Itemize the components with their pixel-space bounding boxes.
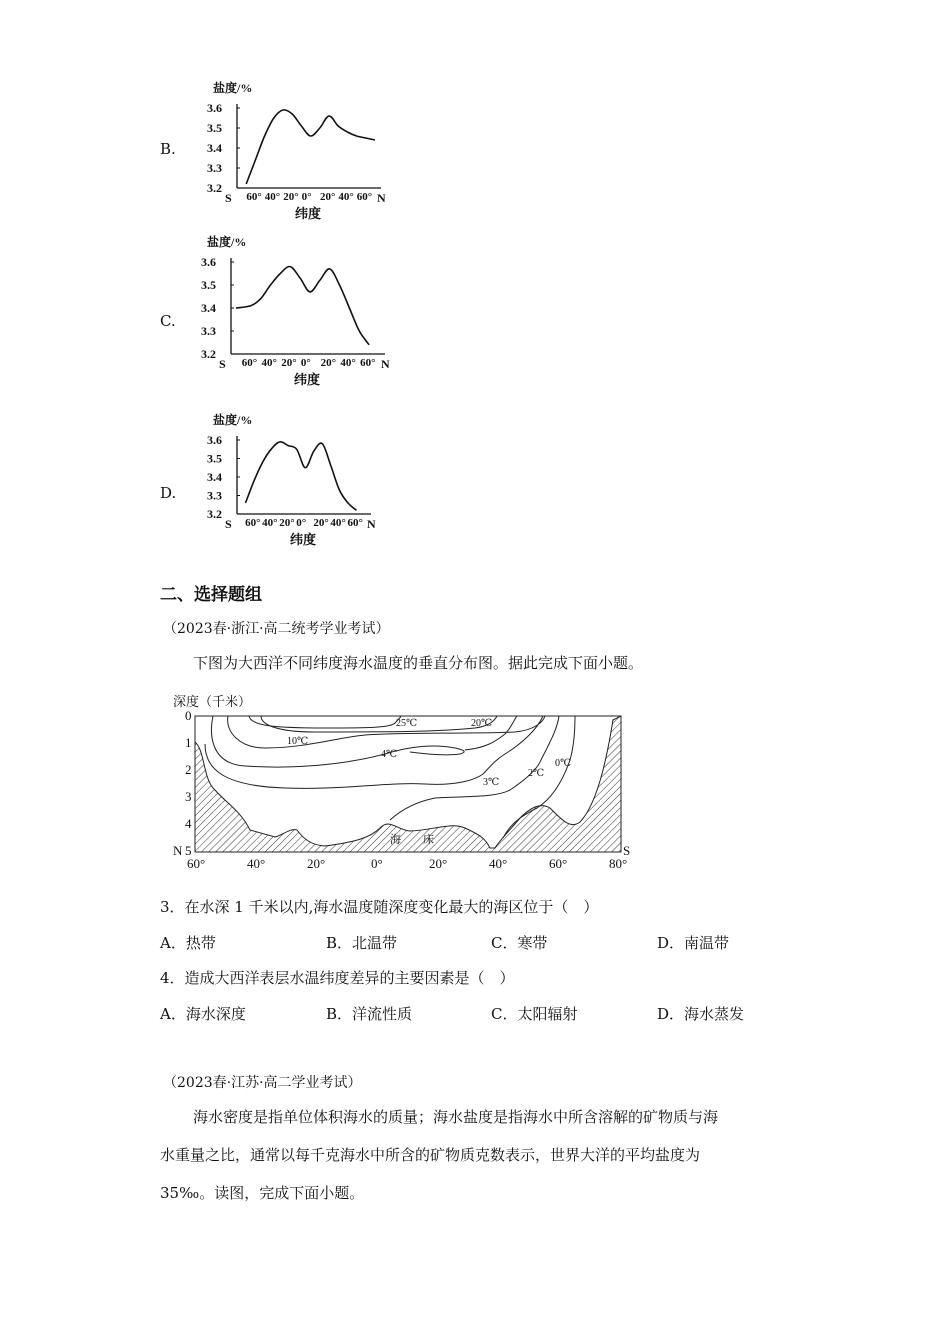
x-tick-label: 60° bbox=[347, 517, 363, 529]
question-3: 3．在水深 1 千米以内,海水温度随深度变化最大的海区位于（ ） bbox=[160, 898, 599, 916]
x-right-label: N bbox=[377, 191, 386, 205]
isotherm-label-10: 10℃ bbox=[287, 736, 309, 747]
question-4: 4．造成大西洋表层水温纬度差异的主要因素是（ ） bbox=[160, 969, 515, 987]
depth-tick: 1 bbox=[185, 735, 192, 750]
y-tick-label: 3.4 bbox=[201, 301, 216, 315]
y-axis-label: 盐度/% bbox=[213, 413, 253, 427]
depth-axis-label: 深度（千米） bbox=[173, 694, 252, 709]
group2-para-line-2: 水重量之比，通常以每千克海水中所含的矿物质克数表示，世界大洋的平均盐度为 bbox=[160, 1146, 701, 1164]
x-axis-label: 纬度 bbox=[290, 532, 317, 547]
group1-intro: 下图为大西洋不同纬度海水温度的垂直分布图。据此完成下面小题。 bbox=[193, 654, 644, 672]
y-tick-label: 3.2 bbox=[207, 181, 222, 195]
lat-tick: 40° bbox=[247, 856, 266, 871]
y-tick-label: 3.2 bbox=[201, 347, 216, 361]
salinity-chart-b bbox=[205, 78, 395, 226]
y-tick-label: 3.5 bbox=[207, 451, 222, 466]
y-tick-label: 3.4 bbox=[207, 141, 222, 155]
salinity-series-line bbox=[236, 267, 369, 345]
x-tick-label: 20° bbox=[313, 517, 329, 529]
group2-para-line-3: 35‰。读图，完成下面小题。 bbox=[160, 1184, 365, 1202]
q3-option-d[interactable]: D．南温带 bbox=[657, 934, 730, 952]
x-tick-label: 20° bbox=[320, 357, 337, 369]
x-tick-label: 40° bbox=[338, 191, 354, 203]
x-tick-label: 60° bbox=[360, 357, 376, 369]
y-tick-label: 3.3 bbox=[207, 161, 222, 175]
depth-tick: 3 bbox=[185, 789, 192, 804]
south-label: S bbox=[623, 843, 631, 858]
lat-tick: 80° bbox=[609, 856, 628, 871]
q4-option-c[interactable]: C．太阳辐射 bbox=[491, 1005, 578, 1023]
x-tick-label: 20° bbox=[320, 191, 336, 203]
salinity-chart-d bbox=[205, 410, 385, 552]
isotherm-label-3: 3℃ bbox=[483, 777, 500, 788]
depth-ticks bbox=[185, 708, 192, 858]
group2-para-line-1: 海水密度是指单位体积海水的质量；海水盐度是指海水中所含溶解的矿物质与海 bbox=[193, 1108, 719, 1126]
x-tick-label: 60° bbox=[356, 191, 373, 203]
x-tick-label: 40° bbox=[330, 517, 346, 529]
y-tick-label: 3.5 bbox=[201, 278, 216, 292]
x-left-label: S bbox=[225, 191, 232, 205]
salinity-chart-c bbox=[199, 232, 399, 392]
option-c-label: C. bbox=[160, 312, 176, 330]
x-tick-label: 20° bbox=[283, 191, 299, 203]
x-left-label: S bbox=[219, 357, 226, 371]
q4-option-b[interactable]: B．洋流性质 bbox=[326, 1005, 413, 1023]
y-tick-label: 3.4 bbox=[207, 470, 222, 484]
salinity-series-line bbox=[246, 442, 357, 511]
depth-tick: 5 bbox=[185, 843, 192, 858]
x-right-label: N bbox=[367, 517, 376, 531]
group1-source: （2023春·浙江·高二统考学业考试） bbox=[163, 621, 390, 637]
isotherm-label-25: 25℃ bbox=[396, 718, 418, 729]
section-title: 二、选择题组 bbox=[160, 585, 262, 605]
isotherm-label-20: 20℃ bbox=[471, 718, 493, 729]
x-axis-label: 纬度 bbox=[294, 372, 321, 387]
x-tick-label: 0° bbox=[296, 517, 307, 529]
isotherm-label-4: 4℃ bbox=[381, 749, 398, 760]
atlantic-temperature-figure bbox=[165, 690, 645, 872]
y-tick-label: 3.6 bbox=[207, 433, 222, 447]
seabed-label: 海 床 bbox=[390, 834, 434, 846]
lat-tick: 0° bbox=[371, 856, 383, 871]
x-tick-label: 20° bbox=[281, 357, 297, 369]
x-tick-label: 60° bbox=[241, 357, 258, 369]
y-axis-label: 盐度/% bbox=[213, 81, 253, 95]
north-label: N bbox=[173, 843, 183, 858]
depth-tick: 2 bbox=[185, 762, 192, 777]
lat-tick: 60° bbox=[187, 856, 206, 871]
q4-option-a[interactable]: A．海水深度 bbox=[160, 1005, 246, 1023]
lat-tick: 20° bbox=[429, 856, 448, 871]
x-tick-label: 40° bbox=[261, 357, 277, 369]
lat-tick: 40° bbox=[489, 856, 508, 871]
q3-option-c[interactable]: C．寒带 bbox=[491, 934, 548, 952]
isotherm-4-a bbox=[212, 716, 465, 767]
y-tick-label: 3.6 bbox=[207, 101, 222, 115]
x-tick-label: 40° bbox=[340, 357, 356, 369]
x-tick-label: 0° bbox=[300, 357, 311, 369]
y-tick-label: 3.3 bbox=[207, 488, 222, 503]
depth-tick: 0 bbox=[185, 708, 192, 723]
q3-option-a[interactable]: A．热带 bbox=[160, 934, 216, 952]
isotherm-label-2: 2℃ bbox=[528, 768, 545, 779]
x-tick-label: 20° bbox=[279, 517, 295, 529]
depth-tick: 4 bbox=[185, 816, 192, 831]
x-right-label: N bbox=[381, 357, 390, 371]
x-axis-label: 纬度 bbox=[295, 206, 322, 221]
salinity-series-line bbox=[246, 110, 375, 184]
x-left-label: S bbox=[225, 517, 232, 531]
q4-option-d[interactable]: D．海水蒸发 bbox=[657, 1005, 745, 1023]
x-tick-label: 40° bbox=[264, 191, 281, 203]
x-tick-label: 60° bbox=[245, 517, 261, 529]
q3-option-b[interactable]: B．北温带 bbox=[326, 934, 398, 952]
y-axis-label: 盐度/% bbox=[207, 235, 247, 249]
x-tick-label: 0° bbox=[301, 191, 312, 203]
lat-tick: 20° bbox=[307, 856, 326, 871]
isotherm-label-0: 0℃ bbox=[555, 758, 572, 769]
y-tick-label: 3.5 bbox=[207, 121, 222, 135]
lat-tick: 60° bbox=[549, 856, 568, 871]
y-tick-label: 3.2 bbox=[207, 507, 222, 521]
isotherm-20 bbox=[261, 716, 497, 732]
group2-source: （2023春·江苏·高二学业考试） bbox=[163, 1075, 362, 1091]
x-tick-label: 40° bbox=[262, 517, 278, 529]
y-tick-label: 3.6 bbox=[201, 255, 216, 269]
option-d-label: D. bbox=[160, 484, 177, 502]
option-b-label: B. bbox=[160, 140, 176, 158]
y-tick-label: 3.3 bbox=[201, 324, 216, 338]
x-tick-label: 60° bbox=[246, 191, 262, 203]
